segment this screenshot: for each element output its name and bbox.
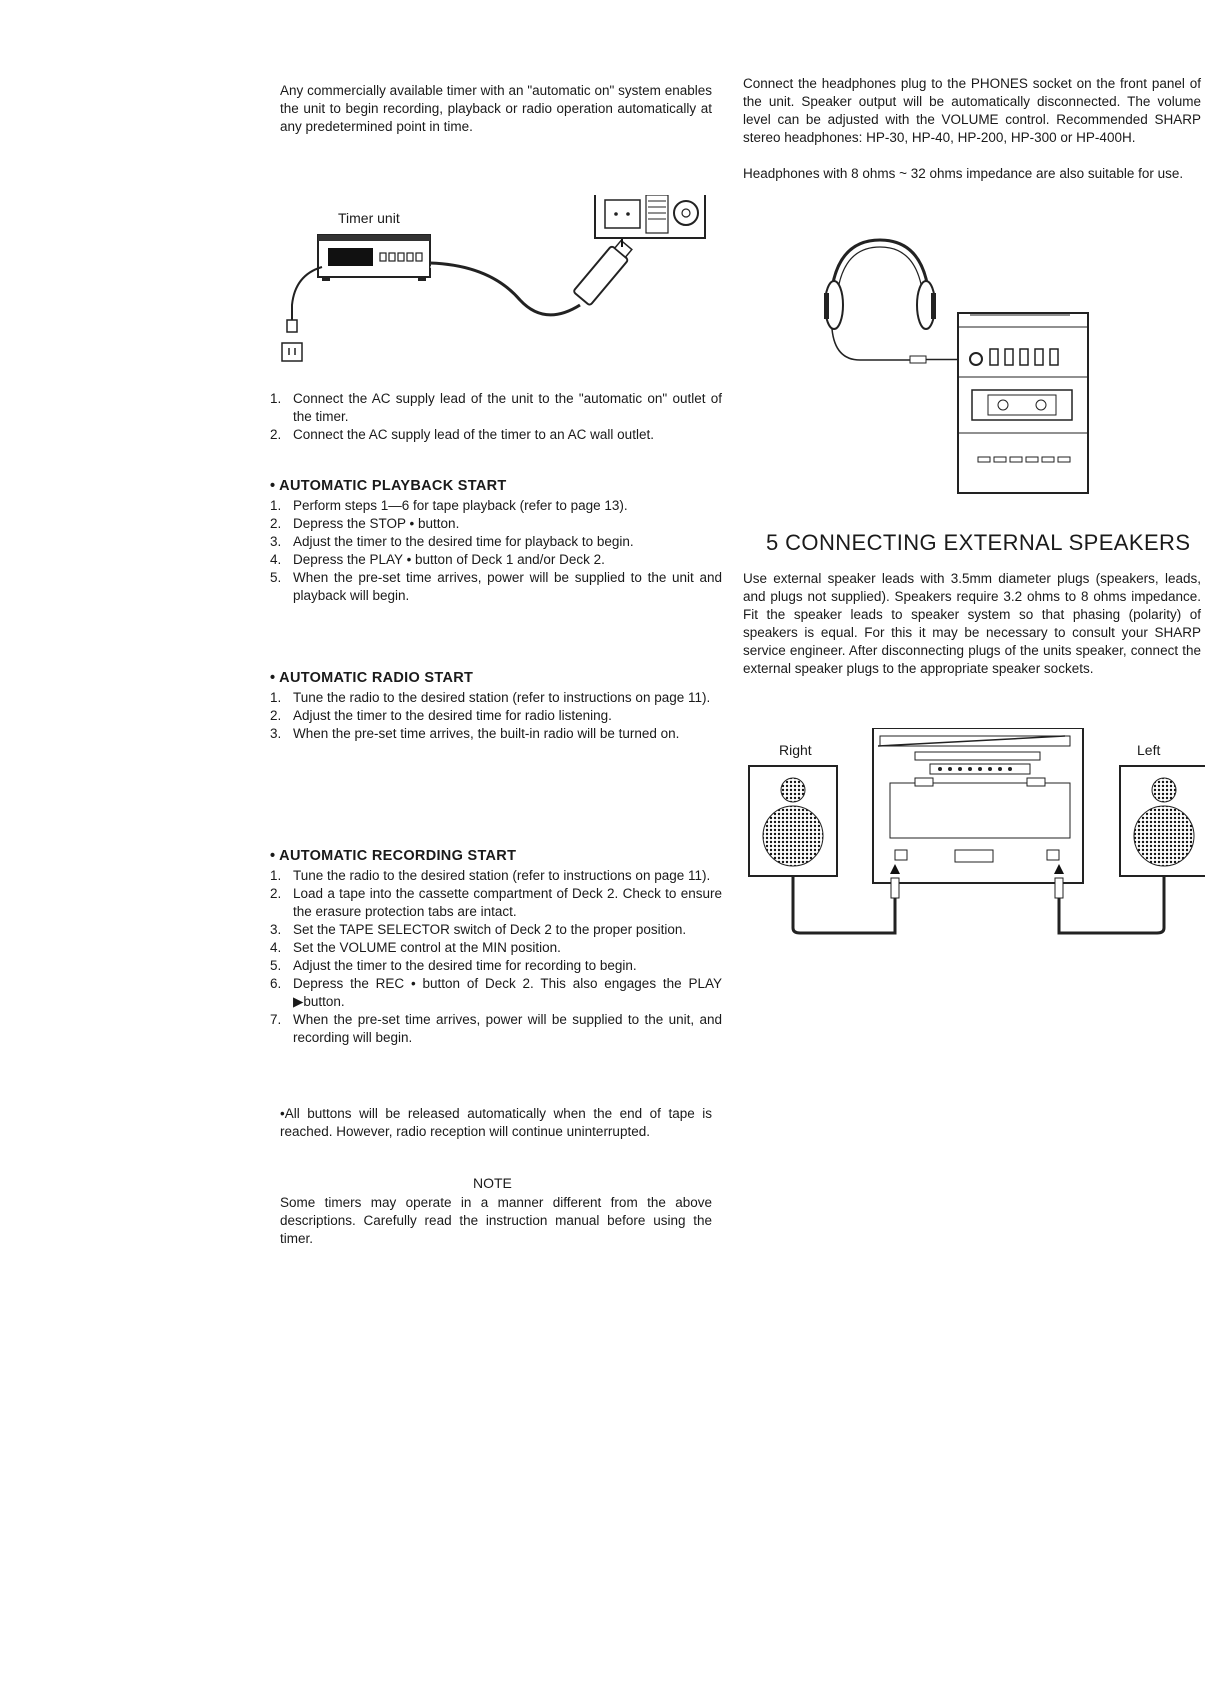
recording-heading: • AUTOMATIC RECORDING START bbox=[270, 848, 517, 864]
list-item: 2. Adjust the timer to the desired time for radio listening. bbox=[270, 708, 612, 723]
radio-heading: • AUTOMATIC RADIO START bbox=[270, 670, 474, 686]
speakers-figure bbox=[745, 728, 1205, 968]
headphones-paragraph: Connect the headphones plug to the PHONES socket on the front panel of the unit. Speaker output will be automatically disconnected. The volume level can be adjusted with the VOLUME control. Recommended SHARP stereo headphones: HP-30, HP-40, HP-200, HP-300 or HP-400H. bbox=[743, 76, 1201, 145]
note-text: Some timers may operate in a manner different from the above descriptions. Carefully read the instruction manual before using the timer. bbox=[280, 1195, 712, 1246]
list-item: 2. Connect the AC supply lead of the timer to an AC wall outlet. bbox=[270, 427, 654, 442]
timer-connection-figure bbox=[270, 195, 720, 370]
headphones-impedance-paragraph: Headphones with 8 ohms ~ 32 ohms impedance are also suitable for use. bbox=[743, 166, 1184, 181]
list-item: 1. Tune the radio to the desired station (refer to instructions on page 11). bbox=[270, 868, 711, 883]
list-item: 7. When the pre-set time arrives, power will be supplied to the unit, and recording will begin. bbox=[270, 1012, 722, 1045]
recording-bullet-note: •All buttons will be released automatically when the end of tape is reached. However, radio reception will continue uninterrupted. bbox=[280, 1106, 712, 1139]
list-item: 4. Set the VOLUME control at the MIN position. bbox=[270, 940, 561, 955]
headphones-diagram bbox=[810, 235, 1090, 495]
list-item: 1. Connect the AC supply lead of the unit to the "automatic on" outlet of the timer. bbox=[270, 391, 722, 424]
list-item: 1. Perform steps 1—6 for tape playback (refer to page 13). bbox=[270, 498, 628, 513]
list-item: 3. Adjust the timer to the desired time for playback to begin. bbox=[270, 534, 634, 549]
timer-unit-label: Timer unit bbox=[338, 210, 400, 226]
list-item: 4. Depress the PLAY • button of Deck 1 and/or Deck 2. bbox=[270, 552, 605, 567]
list-item: 5. Adjust the timer to the desired time for recording to begin. bbox=[270, 958, 637, 973]
playback-heading: • AUTOMATIC PLAYBACK START bbox=[270, 478, 507, 494]
speakers-paragraph: Use external speaker leads with 3.5mm diameter plugs (speakers, leads, and plugs not supplied). Speakers require 3.2 ohms to 8 ohms impedance. Fit the speaker leads to speaker system so that phasing (polarity) of speakers is equal. For this it may be necessary to consult your SHARP service engineer. After disconnecting plugs of the units speaker, connect the external speaker plugs to the appropriate speaker sockets. bbox=[743, 571, 1201, 676]
playback-steps bbox=[270, 497, 722, 605]
list-item: 2. Depress the STOP • button. bbox=[270, 516, 460, 531]
recording-steps bbox=[270, 867, 722, 1047]
headphones-figure bbox=[810, 235, 1090, 495]
setup-steps bbox=[270, 390, 722, 444]
right-speaker-label: Right bbox=[779, 742, 812, 758]
list-item: 1. Tune the radio to the desired station (refer to instructions on page 11). bbox=[270, 690, 711, 705]
radio-steps bbox=[270, 689, 722, 743]
intro-paragraph: Any commercially available timer with an "automatic on" system enables the unit to begin recording, playback or radio operation automatically at any predetermined point in time. bbox=[280, 83, 712, 134]
list-item: 6. Depress the REC • button of Deck 2. This also engages the PLAY ▶button. bbox=[270, 976, 722, 1009]
list-item: 3. Set the TAPE SELECTOR switch of Deck 2 to the proper position. bbox=[270, 922, 687, 937]
section-title-external-speakers: 5 CONNECTING EXTERNAL SPEAKERS bbox=[766, 530, 1191, 555]
left-speaker-label: Left bbox=[1137, 742, 1161, 758]
list-item: 3. When the pre-set time arrives, the built-in radio will be turned on. bbox=[270, 726, 680, 741]
note-title: NOTE bbox=[473, 1175, 512, 1191]
list-item: 5. When the pre-set time arrives, power will be supplied to the unit and playback will begin. bbox=[270, 570, 722, 603]
list-item: 2. Load a tape into the cassette compartment of Deck 2. Check to ensure the erasure protection tabs are intact. bbox=[270, 886, 722, 919]
speakers-diagram bbox=[745, 728, 1205, 968]
